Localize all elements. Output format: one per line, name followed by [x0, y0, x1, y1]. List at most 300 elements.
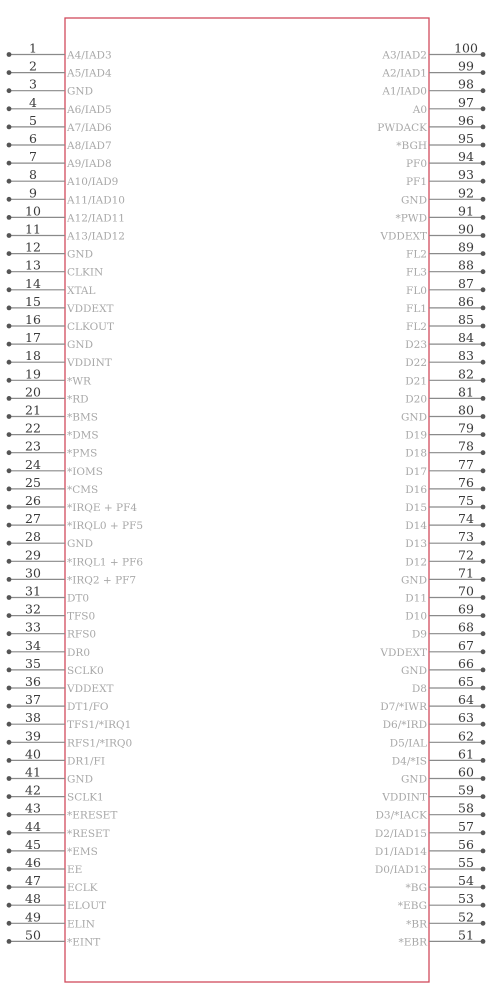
pin-number: 6 [29, 131, 37, 146]
pin-end-dot [481, 849, 486, 854]
pin-number: 20 [25, 384, 41, 400]
pin-row [7, 674, 114, 695]
pin-row [7, 113, 112, 134]
pin-name: D14 [405, 520, 427, 533]
pin-name: ECLK [67, 882, 98, 895]
pin-name: GND [401, 574, 427, 587]
pin-number: 68 [458, 619, 474, 635]
pin-end-dot [7, 867, 12, 872]
pin-number: 37 [25, 692, 41, 708]
pin-end-dot [481, 125, 486, 130]
pin-name: PWDACK [377, 121, 427, 134]
pin-name: *RESET [67, 827, 110, 840]
pin-row [7, 149, 112, 170]
pin-number: 71 [458, 565, 474, 581]
pin-row [412, 674, 486, 695]
pin-end-dot [481, 541, 486, 546]
pin-row [412, 620, 486, 641]
pin-number: 82 [458, 366, 474, 382]
pin-name: VDDEXT [380, 646, 427, 659]
pin-row [7, 403, 98, 424]
pin-name: SCLK1 [67, 791, 104, 804]
pin-end-dot [481, 52, 486, 57]
pin-row [7, 620, 96, 641]
pin-number: 40 [25, 746, 41, 762]
pin-name: D22 [405, 357, 427, 370]
pin-number: 58 [458, 800, 474, 816]
pin-number: 8 [29, 167, 37, 183]
pin-number: 24 [25, 456, 41, 472]
pin-row [7, 819, 110, 840]
pin-name: D23 [405, 339, 427, 352]
pin-name: A3/IAD2 [382, 49, 427, 62]
pin-end-dot [7, 668, 12, 673]
pin-number: 45 [25, 836, 41, 852]
pin-number: 16 [25, 312, 41, 327]
pin-name: RFS0 [67, 628, 97, 641]
pin-number: 18 [25, 348, 41, 364]
pin-name: D13 [405, 538, 427, 551]
pin-name: DR0 [67, 646, 91, 659]
pin-end-dot [7, 450, 12, 455]
pin-row [7, 167, 119, 188]
pin-name: *DMS [67, 429, 99, 442]
pin-number: 92 [458, 185, 474, 201]
pin-end-dot [481, 215, 486, 220]
pin-row [7, 95, 112, 116]
pin-name: A5/IAD4 [67, 67, 112, 80]
pin-name: VDDEXT [67, 683, 114, 695]
pin-number: 4 [29, 94, 37, 110]
pin-name: FL0 [406, 284, 427, 297]
pin-number: 97 [458, 94, 474, 110]
pin-end-dot [7, 830, 12, 835]
pin-number: 89 [458, 239, 474, 255]
pin-number: 65 [458, 674, 474, 689]
pin-end-dot [7, 541, 12, 546]
pin-name: *EMS [67, 845, 98, 858]
pin-number: 53 [458, 891, 474, 907]
pin-end-dot [481, 939, 486, 944]
pin-number: 9 [29, 185, 37, 201]
pin-number: 35 [25, 655, 41, 671]
pin-number: 88 [458, 257, 474, 273]
pin-name: D17 [405, 465, 427, 478]
pin-end-dot [7, 88, 12, 93]
pin-number: 83 [458, 348, 474, 364]
pin-end-dot [7, 577, 12, 582]
pin-row [7, 439, 98, 460]
pin-end-dot [7, 396, 12, 401]
pin-end-dot [7, 197, 12, 202]
pin-row [7, 59, 112, 80]
pin-end-dot [481, 450, 486, 455]
pin-name: TFS0 [67, 610, 96, 623]
pin-name: A4/IAD3 [67, 49, 112, 62]
pin-number: 5 [29, 112, 37, 128]
pin-row [7, 638, 90, 659]
pin-number: 80 [458, 402, 474, 418]
pin-number: 59 [458, 782, 474, 798]
pin-name: A8/IAD7 [67, 140, 112, 152]
pin-name: *BGH [396, 140, 427, 152]
pin-number: 94 [458, 149, 474, 165]
pin-name: A1/IAD0 [382, 85, 427, 98]
pin-end-dot [7, 378, 12, 383]
pin-name: D5/IAL [389, 737, 427, 750]
pin-end-dot [7, 903, 12, 908]
pin-end-dot [481, 523, 486, 528]
pin-end-dot [7, 686, 12, 691]
pin-end-dot [7, 758, 12, 763]
pin-number: 78 [458, 438, 474, 454]
pin-end-dot [7, 613, 12, 618]
pin-name: GND [401, 773, 427, 786]
pin-end-dot [481, 269, 486, 274]
pin-number: 72 [458, 547, 474, 563]
pin-number: 52 [458, 909, 474, 925]
pin-row [7, 602, 96, 623]
pin-end-dot [7, 287, 12, 292]
pin-end-dot [7, 324, 12, 329]
pin-row [7, 366, 92, 387]
pin-name: GND [401, 664, 427, 677]
pin-name: D12 [405, 556, 427, 569]
pin-number: 2 [29, 58, 37, 74]
pin-number: 55 [458, 855, 474, 870]
pin-row [7, 746, 105, 767]
pin-end-dot [7, 360, 12, 365]
pin-end-dot [7, 143, 12, 148]
pin-end-dot [481, 251, 486, 256]
pin-number: 32 [25, 601, 41, 617]
pin-number: 14 [25, 275, 41, 291]
pin-row [7, 765, 93, 786]
pin-number: 19 [25, 366, 41, 382]
pin-end-dot [481, 830, 486, 835]
pin-number: 95 [458, 131, 474, 146]
pin-end-dot [7, 595, 12, 600]
pin-name: *EINT [67, 936, 101, 949]
pin-name: *IRQL0 + PF5 [67, 520, 144, 533]
pin-end-dot [481, 867, 486, 872]
pin-name: *IRQE + PF4 [67, 502, 138, 514]
pin-number: 57 [458, 818, 474, 834]
pin-end-dot [7, 921, 12, 926]
pin-end-dot [481, 179, 486, 184]
pin-end-dot [7, 125, 12, 130]
pin-end-dot [7, 52, 12, 57]
pin-row [7, 801, 118, 822]
pin-name: *PWD [395, 212, 427, 225]
pin-end-dot [7, 523, 12, 528]
pin-name: D0/IAD13 [374, 864, 427, 876]
pin-name: *BG [405, 882, 427, 895]
pin-name: GND [401, 411, 427, 424]
pin-name: *PMS [67, 447, 98, 460]
pin-number: 44 [25, 818, 41, 834]
pin-number: 11 [25, 221, 41, 237]
pin-name: VDDEXT [67, 302, 114, 315]
pin-name: D11 [405, 592, 427, 605]
pin-number: 61 [458, 746, 474, 762]
pin-end-dot [7, 306, 12, 311]
pin-end-dot [7, 432, 12, 437]
pin-number: 86 [458, 293, 474, 309]
pin-row [7, 909, 95, 930]
pin-name: PF1 [405, 176, 427, 189]
pin-number: 63 [458, 710, 474, 726]
pin-number: 22 [25, 420, 41, 436]
pin-row [7, 240, 93, 261]
pin-number: 96 [458, 112, 474, 128]
pin-name: GND [67, 773, 93, 786]
pin-row [7, 692, 109, 713]
pin-number: 50 [25, 927, 41, 943]
pin-name: *IRQL1 + PF6 [67, 556, 144, 569]
pin-number: 51 [458, 927, 474, 943]
pin-end-dot [481, 903, 486, 908]
pin-name: DT0 [67, 592, 90, 605]
pin-row [7, 837, 98, 858]
pin-end-dot [7, 342, 12, 347]
pin-name: D15 [405, 502, 427, 514]
pin-number: 26 [25, 493, 41, 508]
pin-name: D21 [405, 375, 427, 388]
pin-name: CLKIN [67, 266, 104, 279]
pin-name: FL2 [406, 321, 427, 333]
pin-number: 47 [25, 873, 41, 889]
pin-end-dot [7, 414, 12, 419]
pin-name: D6/*IRD [382, 719, 427, 732]
pin-row [7, 330, 93, 351]
pin-end-dot [481, 143, 486, 148]
pin-number: 36 [25, 674, 41, 689]
pin-row [7, 584, 90, 605]
pin-name: ELIN [67, 918, 95, 931]
pin-name: D3/*IACK [375, 809, 427, 822]
pin-end-dot [7, 649, 12, 654]
pin-end-dot [481, 468, 486, 473]
pin-number: 74 [458, 511, 474, 527]
pin-end-dot [7, 631, 12, 636]
pin-end-dot [7, 215, 12, 220]
pin-end-dot [481, 885, 486, 890]
pin-end-dot [481, 396, 486, 401]
pin-row [7, 294, 114, 315]
pin-end-dot [481, 559, 486, 564]
pin-end-dot [481, 414, 486, 419]
pin-row [7, 891, 107, 912]
pin-end-dot [481, 776, 486, 781]
pin-end-dot [481, 794, 486, 799]
pin-name: D4/*IS [391, 755, 427, 768]
pin-end-dot [481, 378, 486, 383]
pin-number: 7 [29, 149, 37, 165]
pin-end-dot [481, 686, 486, 691]
pin-end-dot [481, 668, 486, 673]
pin-name: A11/IAD10 [67, 194, 125, 207]
pin-row [7, 457, 103, 478]
pin-row [7, 384, 89, 405]
pin-row [7, 529, 93, 550]
pin-end-dot [7, 179, 12, 184]
pin-name: A7/IAD6 [67, 121, 112, 134]
pin-end-dot [7, 505, 12, 510]
pin-end-dot [481, 161, 486, 166]
pin-end-dot [7, 468, 12, 473]
pin-number: 49 [25, 909, 41, 925]
pin-row [7, 421, 99, 442]
pin-name: FL1 [406, 302, 427, 315]
pin-name: *BMS [67, 411, 98, 424]
pin-number: 34 [25, 637, 41, 653]
pin-end-dot [7, 740, 12, 745]
pin-name: *ERESET [67, 809, 118, 822]
pin-number: 70 [458, 583, 474, 599]
pin-row [398, 927, 485, 948]
pin-name: D20 [405, 393, 427, 406]
pin-number: 79 [458, 420, 474, 436]
pin-name: D8 [411, 683, 427, 695]
pin-number: 64 [458, 692, 474, 708]
pin-end-dot [481, 233, 486, 238]
pin-end-dot [481, 704, 486, 709]
left-pin-column [7, 41, 144, 949]
pin-end-dot [7, 559, 12, 564]
pin-number: 54 [458, 873, 474, 889]
pin-number: 39 [25, 728, 41, 744]
pin-number: 48 [25, 891, 41, 907]
pin-row [7, 873, 98, 894]
pin-name: *EBG [397, 900, 427, 913]
pin-number: 29 [25, 547, 41, 563]
pin-number: 85 [458, 312, 474, 327]
pin-number: 17 [25, 330, 41, 346]
pin-number: 38 [25, 710, 41, 726]
pin-end-dot [7, 812, 12, 817]
pin-name: A2/IAD1 [382, 67, 427, 80]
right-pin-column [375, 41, 486, 949]
pin-end-dot [7, 233, 12, 238]
pin-number: 69 [458, 601, 474, 617]
pin-end-dot [7, 251, 12, 256]
pin-number: 46 [25, 855, 41, 870]
pin-end-dot [481, 812, 486, 817]
pin-number: 91 [458, 203, 474, 219]
pin-number: 3 [29, 76, 37, 92]
pin-name: D10 [405, 610, 427, 623]
pin-end-dot [481, 577, 486, 582]
pin-end-dot [7, 885, 12, 890]
pin-number: 66 [458, 655, 474, 671]
pin-end-dot [7, 776, 12, 781]
pin-row [412, 95, 486, 116]
pin-row [7, 77, 93, 98]
pin-number: 15 [25, 293, 41, 309]
pin-number: 60 [458, 764, 474, 780]
pin-row [7, 258, 104, 279]
pin-end-dot [481, 595, 486, 600]
pin-number: 81 [458, 384, 474, 400]
pin-name: A12/IAD11 [67, 212, 125, 225]
pin-number: 21 [25, 402, 41, 418]
pin-end-dot [7, 849, 12, 854]
pin-name: VDDINT [382, 791, 427, 804]
pin-row [7, 348, 112, 369]
pin-name: GND [67, 248, 93, 261]
pin-name: *IRQ2 + PF7 [67, 574, 137, 587]
pin-row [7, 276, 96, 297]
pin-name: CLKOUT [67, 321, 115, 333]
pin-end-dot [481, 88, 486, 93]
pin-row [7, 312, 114, 333]
pin-row [7, 131, 112, 152]
pin-number: 56 [458, 836, 474, 852]
pin-end-dot [481, 360, 486, 365]
pin-number: 100 [454, 40, 478, 56]
pin-end-dot [481, 106, 486, 111]
pin-name: VDDINT [67, 357, 112, 370]
pin-number: 23 [25, 438, 41, 454]
pin-name: PF0 [405, 158, 427, 171]
pin-name: A0 [412, 103, 427, 116]
pin-name: *RD [67, 393, 89, 406]
pin-name: VDDEXT [380, 230, 427, 243]
pin-number: 1 [29, 40, 37, 56]
pin-name: D9 [411, 628, 427, 641]
pin-number: 76 [458, 474, 474, 490]
pin-end-dot [7, 722, 12, 727]
pin-number: 75 [458, 493, 474, 508]
pin-end-dot [481, 324, 486, 329]
pin-row [7, 475, 99, 496]
pin-number: 10 [25, 203, 41, 219]
pin-name: GND [67, 339, 93, 352]
pin-number: 90 [458, 221, 474, 237]
pin-number: 93 [458, 167, 474, 183]
pin-end-dot [481, 197, 486, 202]
pin-name: GND [67, 538, 93, 551]
pin-end-dot [481, 342, 486, 347]
pin-number: 43 [25, 800, 41, 816]
pin-name: A9/IAD8 [67, 158, 112, 171]
pin-number: 98 [458, 76, 474, 92]
pin-name: A10/IAD9 [67, 176, 119, 189]
pin-end-dot [481, 649, 486, 654]
pin-number: 30 [25, 565, 41, 581]
pin-end-dot [481, 921, 486, 926]
pin-name: DR1/FI [67, 755, 105, 768]
pin-number: 13 [25, 257, 41, 273]
pin-row [7, 855, 83, 876]
pin-end-dot [7, 70, 12, 75]
pin-number: 84 [458, 330, 474, 346]
pin-end-dot [7, 704, 12, 709]
pin-name: FL3 [406, 266, 427, 279]
pin-name: TFS1/*IRQ1 [67, 719, 132, 732]
pin-name: D19 [405, 429, 427, 442]
pin-name: D16 [405, 483, 427, 496]
pin-end-dot [7, 939, 12, 944]
pin-number: 77 [458, 456, 474, 472]
pin-name: *WR [67, 375, 91, 388]
pin-number: 41 [25, 764, 41, 780]
pin-name: SCLK0 [67, 664, 104, 677]
pin-end-dot [7, 269, 12, 274]
pin-end-dot [7, 487, 12, 492]
pin-number: 31 [25, 583, 41, 599]
